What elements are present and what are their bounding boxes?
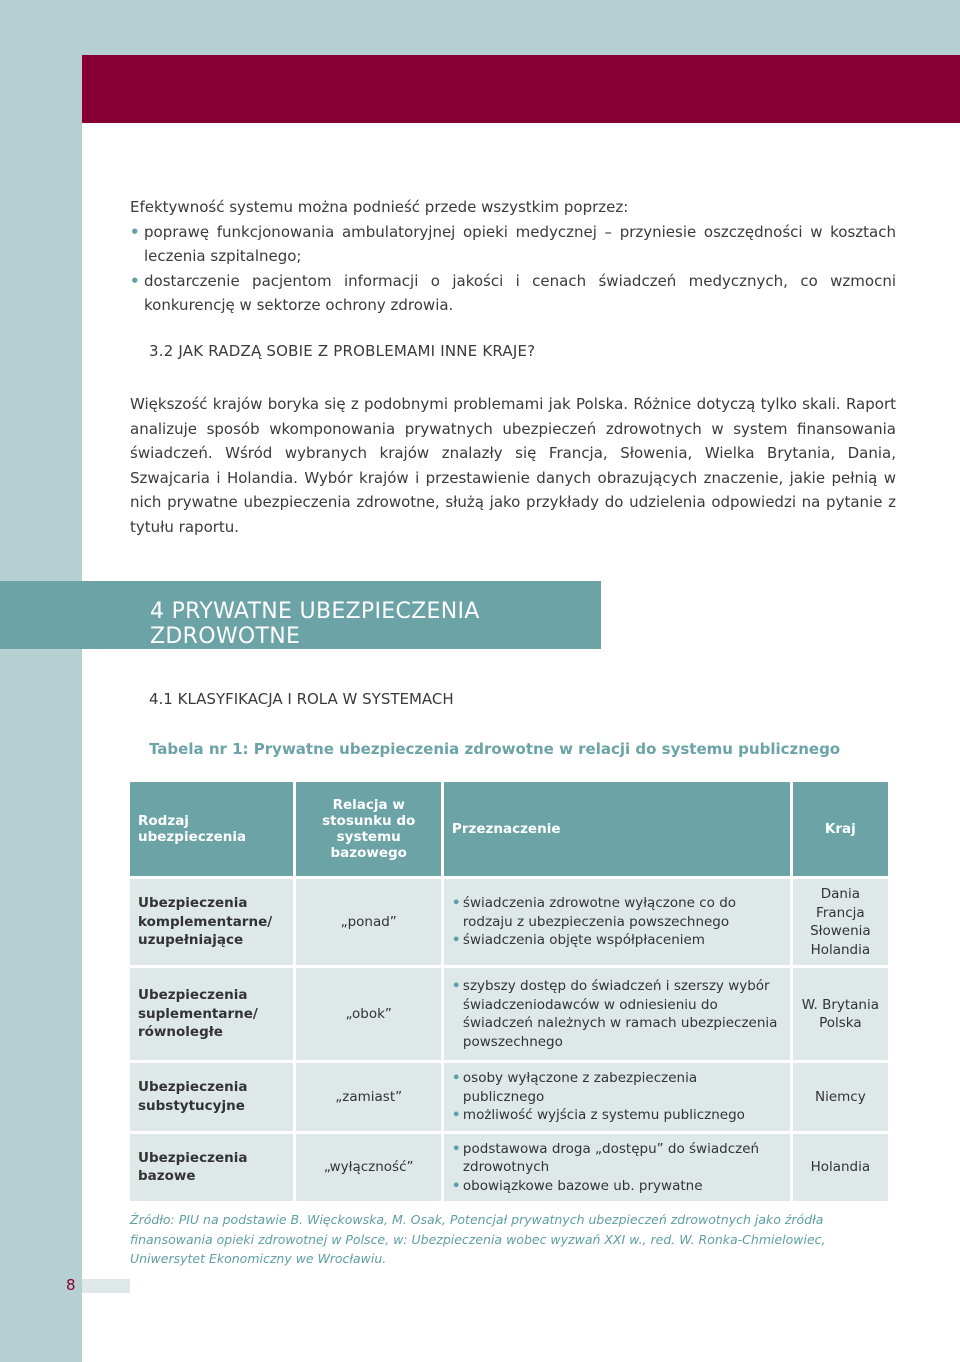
- top-decorative-band: [0, 0, 182, 55]
- list-item: • osoby wyłączone z zabezpieczenia publicznego: [452, 1069, 782, 1106]
- table-header-row: [130, 782, 888, 876]
- cell-country: Holandia: [793, 1134, 888, 1202]
- cell-type: Ubezpieczenia bazowe: [130, 1134, 293, 1202]
- list-item: • podstawowa droga „dostępu” do świadczeń zdrowotnych: [452, 1140, 782, 1177]
- table-row: [130, 879, 888, 965]
- list-item: • świadczenia objęte współpłaceniem: [452, 931, 782, 950]
- cell-country: Niemcy: [793, 1063, 888, 1131]
- insurance-table: [127, 779, 891, 1204]
- cell-country: Dania Francja Słowenia Holandia: [793, 879, 888, 965]
- intro-lead: Efektywność systemu można podnieść przede wszystkim poprzez:: [130, 198, 629, 216]
- cell-type: Ubezpieczenia komplementarne/ uzupełniające: [130, 879, 293, 965]
- top-decorative-band-right: [182, 0, 960, 55]
- list-item: • możliwość wyjścia z systemu publicznego: [452, 1106, 782, 1125]
- table-row: [130, 968, 888, 1060]
- page-number: 8: [66, 1276, 76, 1294]
- header-country: Kraj: [793, 782, 888, 876]
- cell-relation: „wyłączność”: [296, 1134, 440, 1202]
- cell-relation: „zamiast”: [296, 1063, 440, 1131]
- section-3-2-paragraph: Większość krajów boryka się z podobnymi problemami jak Polska. Różnice dotyczą tylko skali. Raport analizuje sposób wkomponowania prywatnych ubezpieczeń zdrowotnych w system finansowania świadczeń. Wśród wybranych krajów znalazły się Francja, Słowenia, Wielka Brytania, Dania, Szwajcaria i Holandia. Wybór krajów i przestawienie danych obrazujących znaczenie, jakie pełnią w nich prywatne ubezpieczenia zdrowotne, służą jako przykłady do udzielenia odpowiedzi na pytanie z tytułu raportu.: [130, 395, 896, 536]
- list-item: • świadczenia zdrowotne wyłączone co do rodzaju z ubezpieczenia powszechnego: [452, 894, 782, 931]
- cell-country: W. Brytania Polska: [793, 968, 888, 1060]
- header-type: Rodzaj ubezpieczenia: [130, 782, 293, 876]
- cell-type: Ubezpieczenia substytucyjne: [130, 1063, 293, 1131]
- cell-purpose: [444, 1134, 790, 1202]
- source-note: Źródło: PIU na podstawie B. Więckowska, M. Osak, Potencjał prywatnych ubezpieczeń zdrowotnych jako źródła finansowania opieki zdrowotnej w Polsce, w: Ubezpieczenia wobec wyzwań XXI w., red. W. Ronka-Chmielowiec, Uniwersytet Ekonomiczny we Wrocławiu.: [130, 1212, 826, 1266]
- list-item: • szybszy dostęp do świadczeń i szerszy wybór świadczeniodawców w odniesieniu do świadczeń należnych w ramach ubezpieczenia powszechnego: [452, 977, 782, 1051]
- intro-bullet: • dostarczenie pacjentom informacji o jakości i cenach świadczeń medycznych, co wzmocni konkurencję w sektorze ochrony zdrowia.: [130, 269, 896, 318]
- intro-block: [130, 195, 896, 318]
- cell-type: Ubezpieczenia suplementarne/ równoległe: [130, 968, 293, 1060]
- left-decorative-band: [0, 0, 82, 1362]
- bullet-icon: •: [130, 271, 140, 290]
- bullet-icon: •: [130, 222, 140, 241]
- section-4-banner: [0, 581, 601, 649]
- header-relation: Relacja w stosunku do systemu bazowego: [296, 782, 440, 876]
- cell-purpose: [444, 968, 790, 1060]
- cell-purpose: [444, 879, 790, 965]
- intro-bullet: • poprawę funkcjonowania ambulatoryjnej opieki medycznej – przyniesie oszczędności w kosztach leczenia szpitalnego;: [130, 220, 896, 269]
- page-number-bar: [82, 1279, 130, 1293]
- list-item: • obowiązkowe bazowe ub. prywatne: [452, 1177, 782, 1196]
- table-row: [130, 1134, 888, 1202]
- section-3-2-heading: 3.2 JAK RADZĄ SOBIE Z PROBLEMAMI INNE KRAJE?: [149, 342, 536, 360]
- cell-relation: „obok”: [296, 968, 440, 1060]
- cell-purpose: [444, 1063, 790, 1131]
- table-row: [130, 1063, 888, 1131]
- cell-relation: „ponad”: [296, 879, 440, 965]
- table-caption: Tabela nr 1: Prywatne ubezpieczenia zdrowotne w relacji do systemu publicznego: [149, 740, 841, 758]
- section-4-title: 4 PRYWATNE UBEZPIECZENIA ZDROWOTNE: [150, 599, 480, 649]
- section-4-1-heading: 4.1 KLASYFIKACJA I ROLA W SYSTEMACH: [149, 690, 454, 708]
- header-bar: [82, 55, 960, 123]
- header-purpose: Przeznaczenie: [444, 782, 790, 876]
